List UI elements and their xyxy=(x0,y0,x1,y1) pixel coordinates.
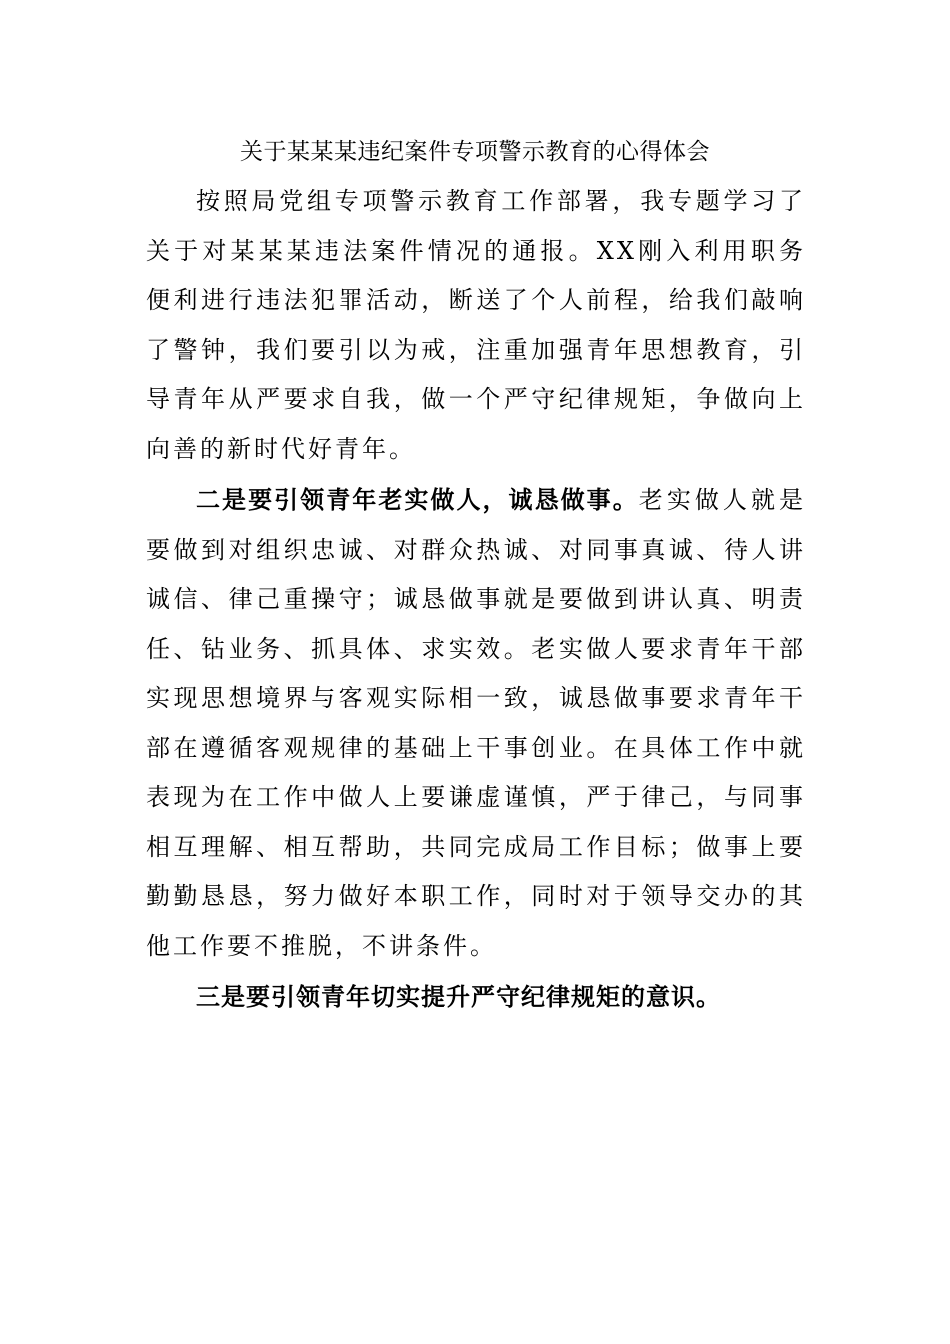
paragraph-2-lead: 二是要引领青年老实做人，诚恳做事。 xyxy=(196,486,639,514)
paragraph-3-lead: 三是要引领青年切实提升严守纪律规矩的意识。 xyxy=(196,983,721,1011)
paragraph-1-text: 按照局党组专项警示教育工作部署，我专题学习了关于对某某某违法案件情况的通报。XX刚入利用职务便利进行违法犯罪活动，断送了个人前程，给我们敲响了警钟，我们要引以为戒，注重加强青年思想教育，引导青年从严要求自我，做一个严守纪律规矩，争做向上向善的新时代好青年。 xyxy=(146,187,806,463)
paragraph-2-text: 老实做人就是要做到对组织忠诚、对群众热诚、对同事真诚、待人讲诚信、律己重操守；诚恳做事就是要做到讲认真、明责任、钻业务、抓具体、求实效。老实做人要求青年干部实现思想境界与客观实际相一致，诚恳做事要求青年干部在遵循客观规律的基础上干事创业。在具体工作中就表现为在工作中做人上要谦虚谨慎，严于律己，与同事相互理解、相互帮助，共同完成局工作目标；做事上要勤勤恳恳，努力做好本职工作，同时对于领导交办的其他工作要不推脱，不讲条件。 xyxy=(146,486,807,960)
paragraph-2 xyxy=(146,476,806,971)
document-title: 关于某某某违纪案件专项警示教育的心得体会 xyxy=(240,139,710,165)
paragraph-1 xyxy=(146,177,806,474)
paragraph-3 xyxy=(146,973,806,1023)
